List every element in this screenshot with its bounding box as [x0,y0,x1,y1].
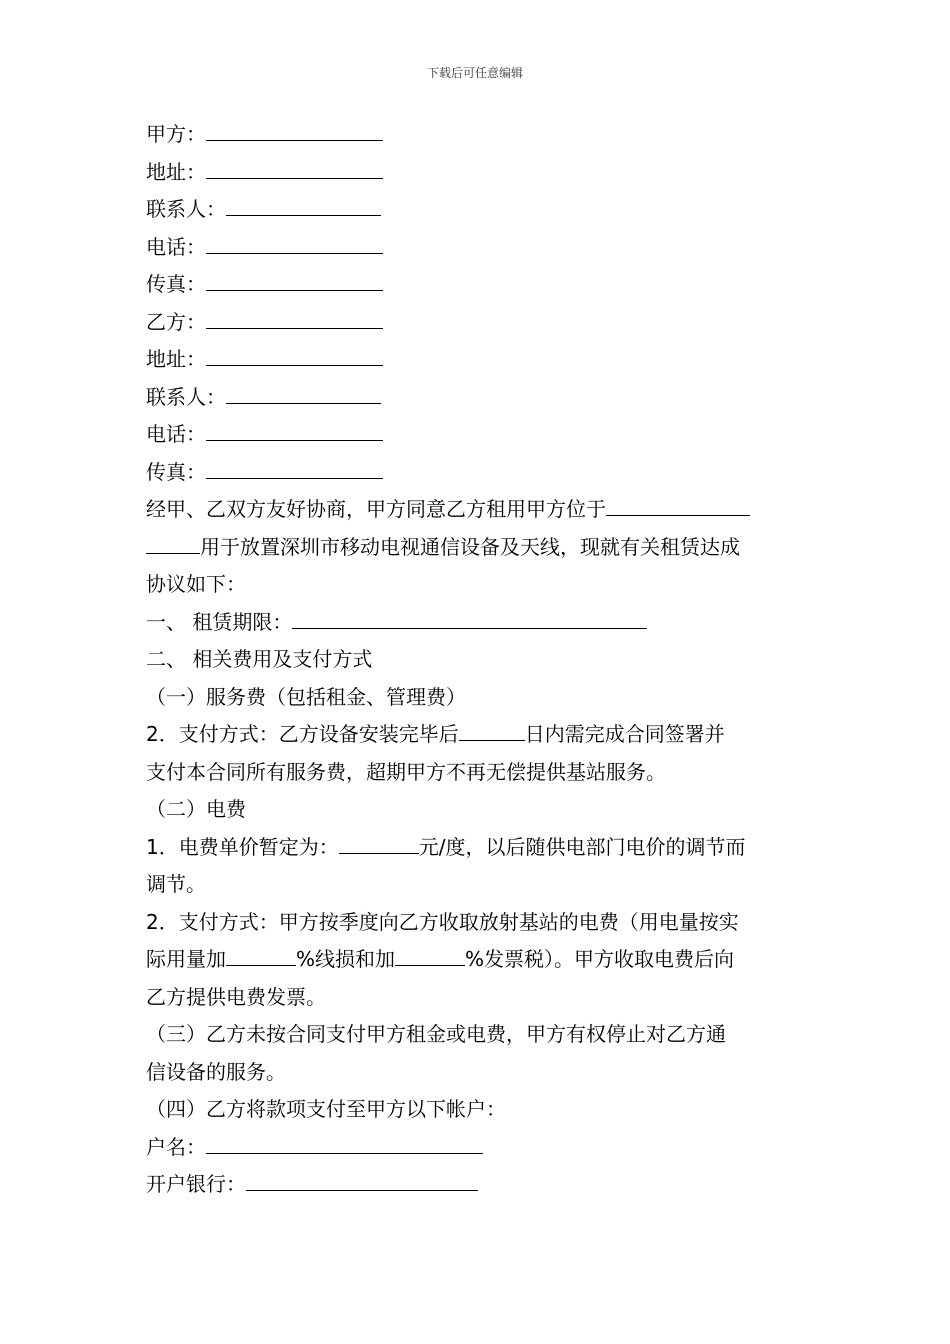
electricity-price-line-1 [146,829,810,867]
electricity-heading [146,791,810,829]
location-blank-1[interactable] [606,491,750,516]
party-b-phone-blank[interactable] [206,416,383,441]
party-a-address-line [146,154,810,192]
non-payment-text-2: 信设备的服务。 [146,1059,286,1084]
party-b-contact-line [146,379,810,417]
party-b-phone-line [146,416,810,454]
contract-body [146,116,810,1204]
service-fee-payment-line-1 [146,716,810,754]
party-a-phone-blank[interactable] [206,229,383,254]
account-bank-line [146,1166,810,1204]
electricity-payment-text-2b: %线损和加 [296,947,396,971]
party-b-label: 乙方： [146,309,206,334]
party-b-fax-line [146,454,810,492]
party-b-address-line [146,341,810,379]
account-heading [146,1091,810,1129]
account-name-line [146,1129,810,1167]
account-name-blank[interactable] [206,1129,483,1154]
party-b-contact-label: 联系人： [146,384,226,409]
service-fee-payment-prefix: 2．支付方式：乙方设备安装完毕后 [146,722,459,746]
invoice-tax-percent-blank[interactable] [395,941,465,966]
account-bank-blank[interactable] [246,1166,478,1191]
account-bank-label: 开户银行： [146,1172,246,1196]
fees-heading: 二、 相关费用及支付方式 [146,647,373,671]
electricity-price-line-2 [146,866,810,904]
account-heading-text: （四）乙方将款项支付至甲方以下帐户： [146,1097,506,1121]
intro-line-2 [146,529,810,567]
lease-term-blank[interactable] [292,604,647,629]
electricity-payment-line-2 [146,941,810,979]
party-b-blank[interactable] [206,304,383,329]
party-a-fax-line [146,266,810,304]
party-a-address-label: 地址： [146,159,206,184]
service-fee-label: （一）服务费（包括租金、管理费） [146,684,466,709]
electricity-payment-text-2a: 际用量加 [146,947,226,971]
electricity-price-text-2: 调节。 [146,872,206,896]
party-a-address-blank[interactable] [206,154,383,179]
account-name-label: 户名： [146,1134,206,1159]
non-payment-line-2 [146,1054,810,1092]
service-fee-payment-suffix: 日内需完成合同签署并 [524,722,725,746]
party-b-address-label: 地址： [146,347,206,371]
service-fee-payment-text-2: 支付本合同所有服务费，超期甲方不再无偿提供基站服务。 [146,759,666,784]
party-a-phone-label: 电话： [146,234,206,259]
non-payment-text-1: （三）乙方未按合同支付甲方租金或电费，甲方有权停止对乙方通 [146,1022,726,1046]
lease-term-label: 一、 租赁期限： [146,609,293,634]
party-a-phone-line [146,229,810,267]
party-a-contact-blank[interactable] [226,191,381,216]
party-a-blank[interactable] [206,116,383,141]
intro-line-1 [146,491,810,529]
electricity-payment-text-1: 2．支付方式：甲方按季度向乙方收取放射基站的电费（用电量按实 [146,909,739,934]
party-b-line [146,304,810,342]
intro-text-2: 用于放置深圳市移动电视通信设备及天线，现就有关租赁达成 [200,534,740,559]
electricity-price-prefix: 1．电费单价暂定为： [146,834,339,859]
line-loss-percent-blank[interactable] [226,941,296,966]
service-fee-heading [146,679,810,717]
electricity-price-blank[interactable] [339,829,419,854]
party-a-contact-line [146,191,810,229]
intro-text-3: 协议如下： [146,572,246,596]
party-b-fax-label: 传真： [146,459,206,484]
electricity-payment-line-3 [146,979,810,1017]
party-b-fax-blank[interactable] [206,454,383,479]
party-a-line [146,116,810,154]
party-a-fax-blank[interactable] [206,266,383,291]
intro-line-3 [146,566,810,604]
service-fee-days-blank[interactable] [459,716,525,741]
party-a-contact-label: 联系人： [146,197,226,221]
party-a-fax-label: 传真： [146,272,206,296]
electricity-payment-text-2c: %发票税）。甲方收取电费后向 [465,947,735,971]
non-payment-line-1 [146,1016,810,1054]
page-header-note: 下载后可任意编辑 [426,66,523,80]
section-fees-heading [146,641,810,679]
party-b-contact-blank[interactable] [226,379,381,404]
electricity-payment-line-1 [146,904,810,942]
party-b-address-blank[interactable] [206,341,383,366]
electricity-label: （二）电费 [146,797,246,821]
electricity-price-suffix: 元/度，以后随供电部门电价的调节而 [418,834,746,859]
electricity-payment-text-3: 乙方提供电费发票。 [146,984,326,1009]
intro-text-1: 经甲、乙双方友好协商，甲方同意乙方租用甲方位于 [146,497,606,521]
location-blank-2[interactable] [146,529,200,554]
party-a-label: 甲方： [146,122,206,146]
party-b-phone-label: 电话： [146,422,206,446]
section-lease-term [146,604,810,642]
service-fee-payment-line-2 [146,754,810,792]
